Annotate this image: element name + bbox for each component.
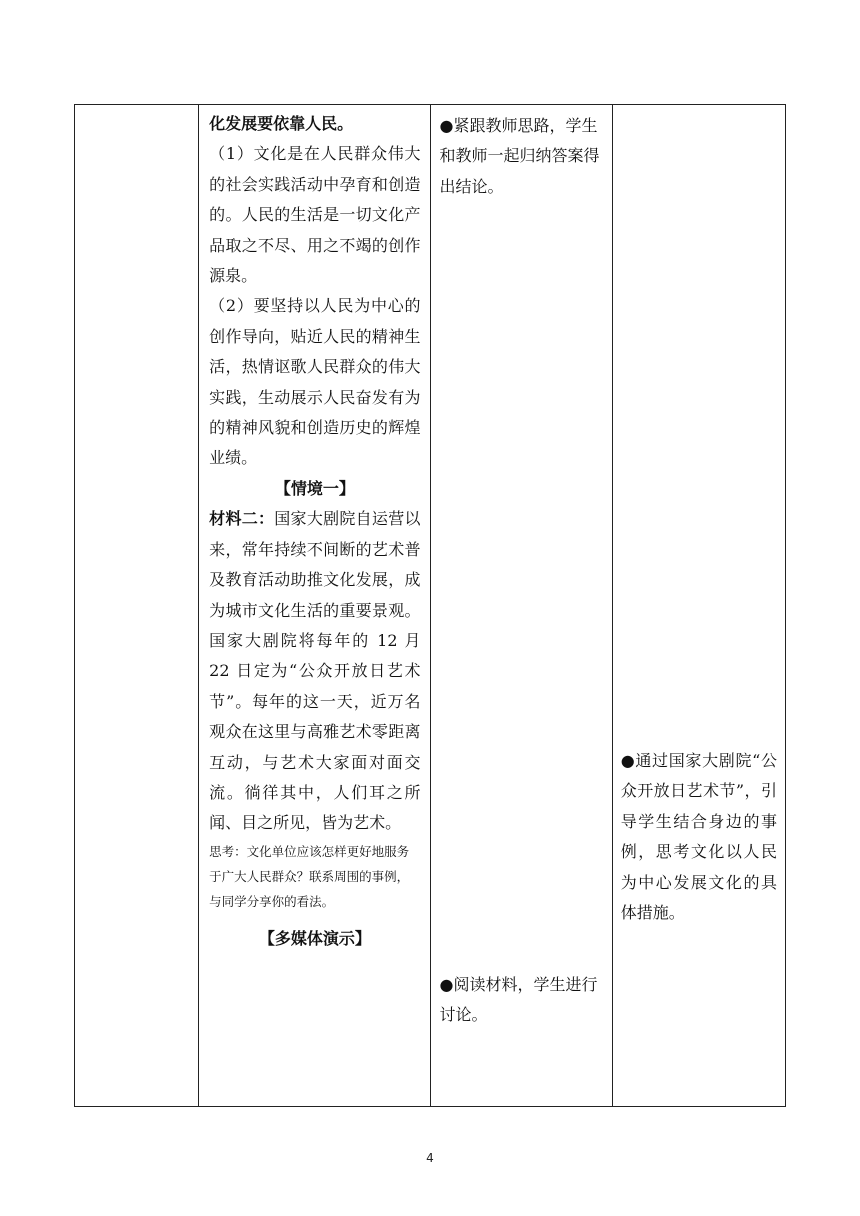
section-heading: 化发展要依靠人民。 [209, 114, 354, 133]
empty-cell [75, 105, 199, 1107]
point-1: （1）文化是在人民群众伟大的社会实践活动中孕育和创造的。人民的生活是一切文化产品取之不尽、用之不竭的创作源泉。 [209, 144, 421, 286]
discussion-question: 思考：文化单位应该怎样更好地服务于广大人民群众？联系周围的事例，与同学分享你的看法。 [209, 843, 410, 909]
point-2: （2）要坚持以人民为中心的创作导向，贴近人民的精神生活，热情讴歌人民群众的伟大实践，生动展示人民奋发有为的精神风貌和创造历史的辉煌业绩。 [209, 296, 421, 468]
material-paragraph [209, 504, 420, 838]
student-activity-2: ●阅读材料，学生进行讨论。 [439, 975, 598, 1025]
table-row [75, 105, 786, 1107]
lesson-table [74, 104, 786, 1107]
page-number: 4 [426, 1151, 434, 1165]
scenario-title: 【情境一】 [274, 478, 355, 498]
multimedia-title: 【多媒体演示】 [258, 928, 371, 948]
design-intent-1: ●通过国家大剧院“公众开放日艺术节”，引导学生结合身边的事例，思考文化以人民为中心发展文化的具体措施。 [620, 751, 777, 923]
teaching-content-cell [199, 105, 431, 1107]
design-intent-cell [612, 105, 785, 1107]
student-activity-cell [431, 105, 612, 1107]
material-label: 材料二： [209, 509, 275, 529]
material-text: 国家大剧院自运营以来，常年持续不间断的艺术普及教育活动助推文化发展，成为城市文化生活的重要景观。国家大剧院将每年的 12 月 22 日定为“公众开放日艺术节”。每年的这一天，近万名观众在这里与高雅艺术零距离互动，与艺术大家面对面交流。徜徉其中，人们耳之所闻、目之所见，皆为艺术。 [209, 509, 421, 833]
student-activity-1: ●紧跟教师思路，学生和教师一起归纳答案得出结论。 [439, 116, 600, 196]
